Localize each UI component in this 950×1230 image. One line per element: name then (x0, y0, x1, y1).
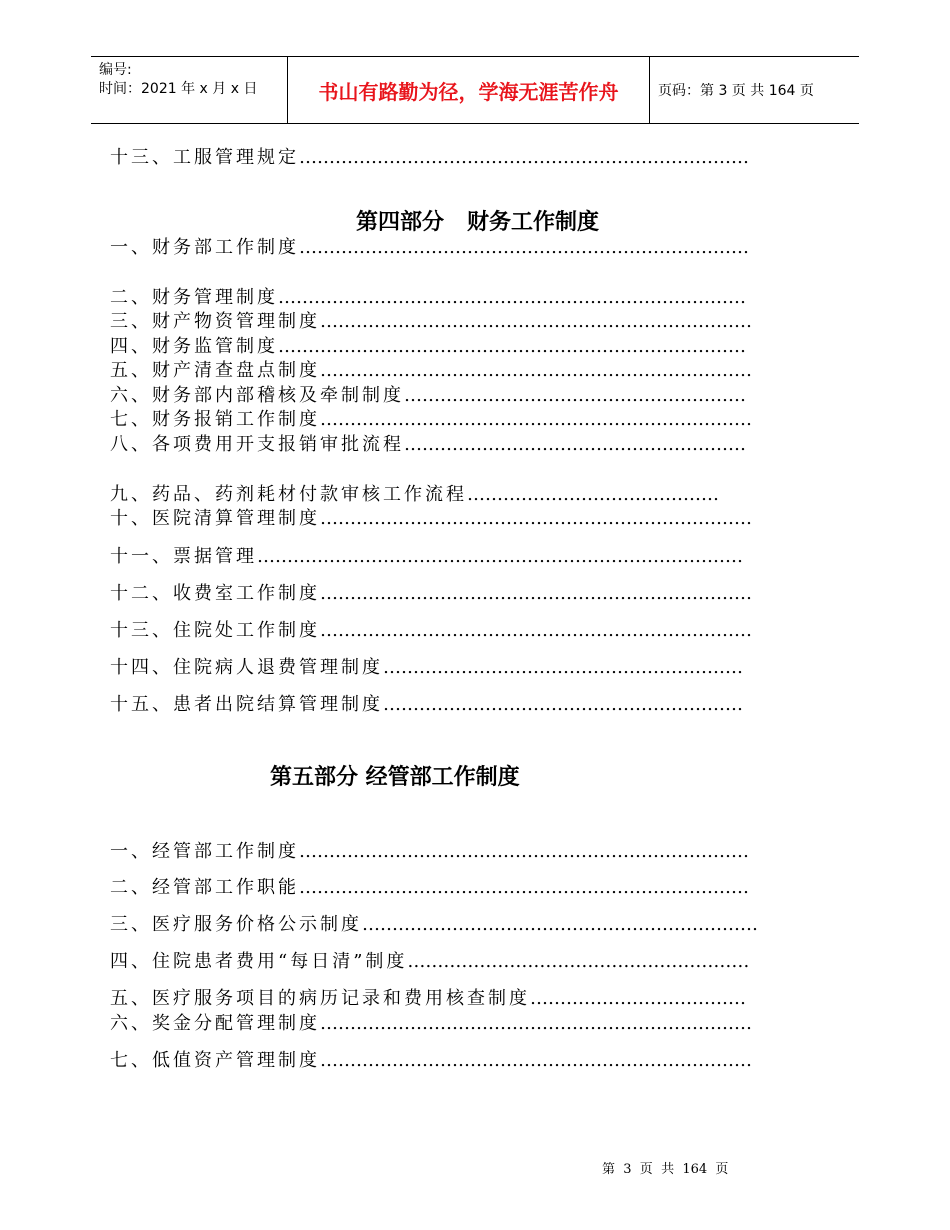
toc-item[interactable] (110, 914, 758, 936)
toc-item-label: 一、经管部工作制度 (110, 841, 299, 862)
toc-item[interactable] (110, 841, 749, 863)
toc-item[interactable] (110, 988, 746, 1010)
toc-item-leader: ………………………………………………… (404, 385, 746, 406)
toc-item-label: 十、医院清算管理制度 (110, 508, 320, 529)
toc-item-label: 十五、患者出院结算管理制度 (110, 694, 383, 715)
toc-item[interactable] (110, 1050, 752, 1072)
toc-item[interactable] (110, 434, 746, 456)
header-motto: 书山有路勤为径，学海无涯苦作舟 (287, 57, 650, 123)
toc-item-label: 三、医疗服务价格公示制度 (110, 914, 362, 935)
page-footer: 第 3 页 共 164 页 (602, 1162, 729, 1177)
toc-item-leader: ………………………………………………………………… (299, 147, 749, 168)
toc-item-leader: …………………………………………………… (383, 657, 743, 678)
toc-item[interactable] (110, 360, 752, 382)
toc-item-label: 三、财产物资管理制度 (110, 311, 320, 332)
toc-item-leader: ……………………………………………………………… (320, 360, 752, 381)
toc-item-leader: …………………………………… (467, 484, 719, 505)
toc-item-label: 十三、住院处工作制度 (110, 620, 320, 641)
toc-item[interactable] (110, 409, 752, 431)
toc-item[interactable] (110, 287, 746, 309)
header-number: 编号: (99, 62, 132, 78)
toc-item-label: 六、财务部内部稽核及牵制制度 (110, 385, 404, 406)
toc-item-leader: ……………………………… (530, 988, 746, 1009)
toc-item-label: 七、财务报销工作制度 (110, 409, 320, 430)
toc-item-label: 四、住院患者费用“每日清”制度 (110, 951, 408, 972)
toc-item-leader: ……………………………………………………………… (320, 1050, 752, 1071)
toc-item[interactable] (110, 1013, 752, 1035)
toc-item-leader: ……………………………………………………………… (320, 583, 752, 604)
section-5-title: 第五部分 经管部工作制度 (270, 765, 520, 790)
toc-item[interactable] (110, 657, 743, 679)
toc-item[interactable] (110, 311, 752, 333)
toc-item-leader: …………………………………………………………………… (278, 336, 746, 357)
header-page-info: 页码：第 3 页 共 164 页 (658, 83, 814, 99)
toc-item-label: 八、各项费用开支报销审批流程 (110, 434, 404, 455)
header-time: 时间：2021 年 x 月 x 日 (99, 81, 258, 97)
toc-item-leader: ………………………………………………… (407, 951, 750, 972)
toc-item[interactable] (110, 877, 749, 899)
toc-item-label: 五、财产清查盘点制度 (110, 360, 320, 381)
toc-item[interactable] (110, 546, 743, 568)
toc-item[interactable] (110, 385, 746, 407)
toc-item[interactable] (110, 620, 752, 642)
toc-item[interactable] (110, 237, 749, 259)
toc-item-leader: ……………………………………………………………… (320, 409, 752, 430)
toc-item-leader: ………………………………………………………………… (299, 841, 749, 862)
toc-item-leader: ……………………………………………………………… (320, 508, 752, 529)
toc-item[interactable] (110, 694, 743, 716)
toc-item-leader: …………………………………………………… (383, 694, 743, 715)
toc-item-leader: ……………………………………………………………… (320, 620, 752, 641)
header-table (91, 56, 859, 124)
toc-item-leader: ………………………………………………………………… (299, 877, 749, 898)
toc-item[interactable] (110, 484, 719, 506)
toc-item[interactable] (110, 508, 752, 530)
toc-item-label: 十二、收费室工作制度 (110, 583, 320, 604)
toc-item-label: 九、药品、药剂耗材付款审核工作流程 (110, 484, 467, 505)
toc-item-label: 十四、住院病人退费管理制度 (110, 657, 383, 678)
toc-item[interactable] (110, 336, 746, 358)
toc-item-label: 六、奖金分配管理制度 (110, 1013, 320, 1034)
toc-item-label: 五、医疗服务项目的病历记录和费用核查制度 (110, 988, 530, 1009)
toc-item-leader: ………………………………………………… (404, 434, 746, 455)
toc-item-label: 二、经管部工作职能 (110, 877, 299, 898)
toc-item[interactable] (110, 147, 749, 169)
toc-item-leader: ………………………………………………………… (362, 914, 758, 935)
toc-item[interactable] (110, 583, 752, 605)
toc-item-leader: ……………………………………………………………………… (257, 546, 743, 567)
toc-item-label: 二、财务管理制度 (110, 287, 278, 308)
toc-item-label: 十三、工服管理规定 (110, 147, 299, 168)
toc-item-leader: ………………………………………………………………… (299, 237, 749, 258)
toc-item-label: 十一、票据管理 (110, 546, 257, 567)
toc-item[interactable] (110, 951, 749, 973)
header-left-cell (91, 57, 287, 123)
toc-item-leader: ……………………………………………………………… (320, 1013, 752, 1034)
section-4-title: 第四部分 财务工作制度 (356, 210, 599, 235)
toc-item-leader: ……………………………………………………………… (320, 311, 752, 332)
toc-item-label: 七、低值资产管理制度 (110, 1050, 320, 1071)
toc-item-label: 四、财务监管制度 (110, 336, 278, 357)
toc-item-label: 一、财务部工作制度 (110, 237, 299, 258)
toc-item-leader: …………………………………………………………………… (278, 287, 746, 308)
